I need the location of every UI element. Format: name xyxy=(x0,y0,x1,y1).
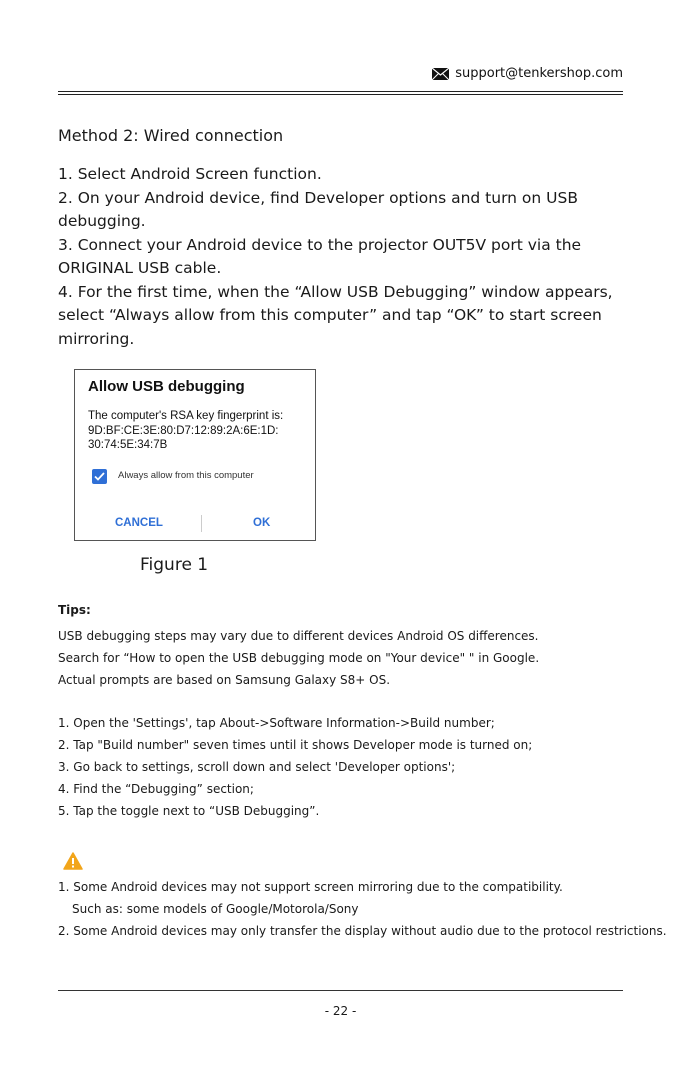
settings-steps xyxy=(58,712,532,822)
dialog-body-line: 9D:BF:CE:3E:80:D7:12:89:2A:6E:1D: xyxy=(88,424,279,437)
settings-step: 5. Tap the toggle next to “USB Debugging”. xyxy=(58,804,320,818)
tips-heading: Tips: xyxy=(58,603,91,617)
warning-line: Such as: some models of Google/Motorola/Sony xyxy=(72,902,359,916)
step-item: 2. On your Android device, find Developer options and turn on USB debugging. xyxy=(58,188,578,230)
header-email xyxy=(432,66,623,81)
warning-notes xyxy=(58,876,667,942)
support-email[interactable]: support@tenkershop.com xyxy=(455,66,623,81)
header-divider xyxy=(58,91,623,97)
always-allow-checkbox[interactable] xyxy=(92,469,107,484)
footer-divider xyxy=(58,990,623,991)
tips-text xyxy=(58,625,638,691)
dialog-body-line: 30:74:5E:34:7B xyxy=(88,439,168,451)
step-item: 3. Connect your Android device to the projector OUT5V port via the ORIGINAL USB cable. xyxy=(58,235,582,277)
ok-button[interactable]: OK xyxy=(253,517,271,529)
warning-line: 2. Some Android devices may only transfer the display without audio due to the protocol restrictions. xyxy=(58,924,667,938)
method-steps xyxy=(58,163,624,351)
dialog-body-line: The computer's RSA key fingerprint is: xyxy=(88,410,284,422)
cancel-button[interactable]: CANCEL xyxy=(115,517,163,529)
warning-line: 1. Some Android devices may not support screen mirroring due to the compatibility. xyxy=(58,880,563,894)
settings-step: 1. Open the 'Settings', tap About->Software Information->Build number; xyxy=(58,716,495,730)
dialog-body xyxy=(88,409,308,453)
step-item: 1. Select Android Screen function. xyxy=(58,165,322,183)
section-title: Method 2: Wired connection xyxy=(58,126,284,145)
tip-line: Search for “How to open the USB debugging mode on "Your device" " in Google. xyxy=(58,651,540,665)
button-divider xyxy=(201,515,202,532)
figure-caption: Figure 1 xyxy=(140,555,209,575)
usb-debugging-dialog xyxy=(74,369,316,541)
tip-line: USB debugging steps may vary due to different devices Android OS differences. xyxy=(58,629,539,643)
page-number: - 22 - xyxy=(324,1004,357,1018)
dialog-title: Allow USB debugging xyxy=(88,378,245,395)
settings-step: 2. Tap "Build number" seven times until it shows Developer mode is turned on; xyxy=(58,738,533,752)
tip-line: Actual prompts are based on Samsung Galaxy S8+ OS. xyxy=(58,673,391,687)
checkbox-label: Always allow from this computer xyxy=(118,470,254,481)
settings-step: 4. Find the “Debugging” section; xyxy=(58,782,254,796)
warning-icon xyxy=(63,852,83,874)
settings-step: 3. Go back to settings, scroll down and select 'Developer options'; xyxy=(58,760,456,774)
checkmark-icon xyxy=(94,472,105,481)
mail-icon xyxy=(432,68,449,80)
step-item: 4. For the first time, when the “Allow USB Debugging” window appears, select “Always allow from this computer” and tap “OK” to start screen mirroring. xyxy=(58,282,613,348)
